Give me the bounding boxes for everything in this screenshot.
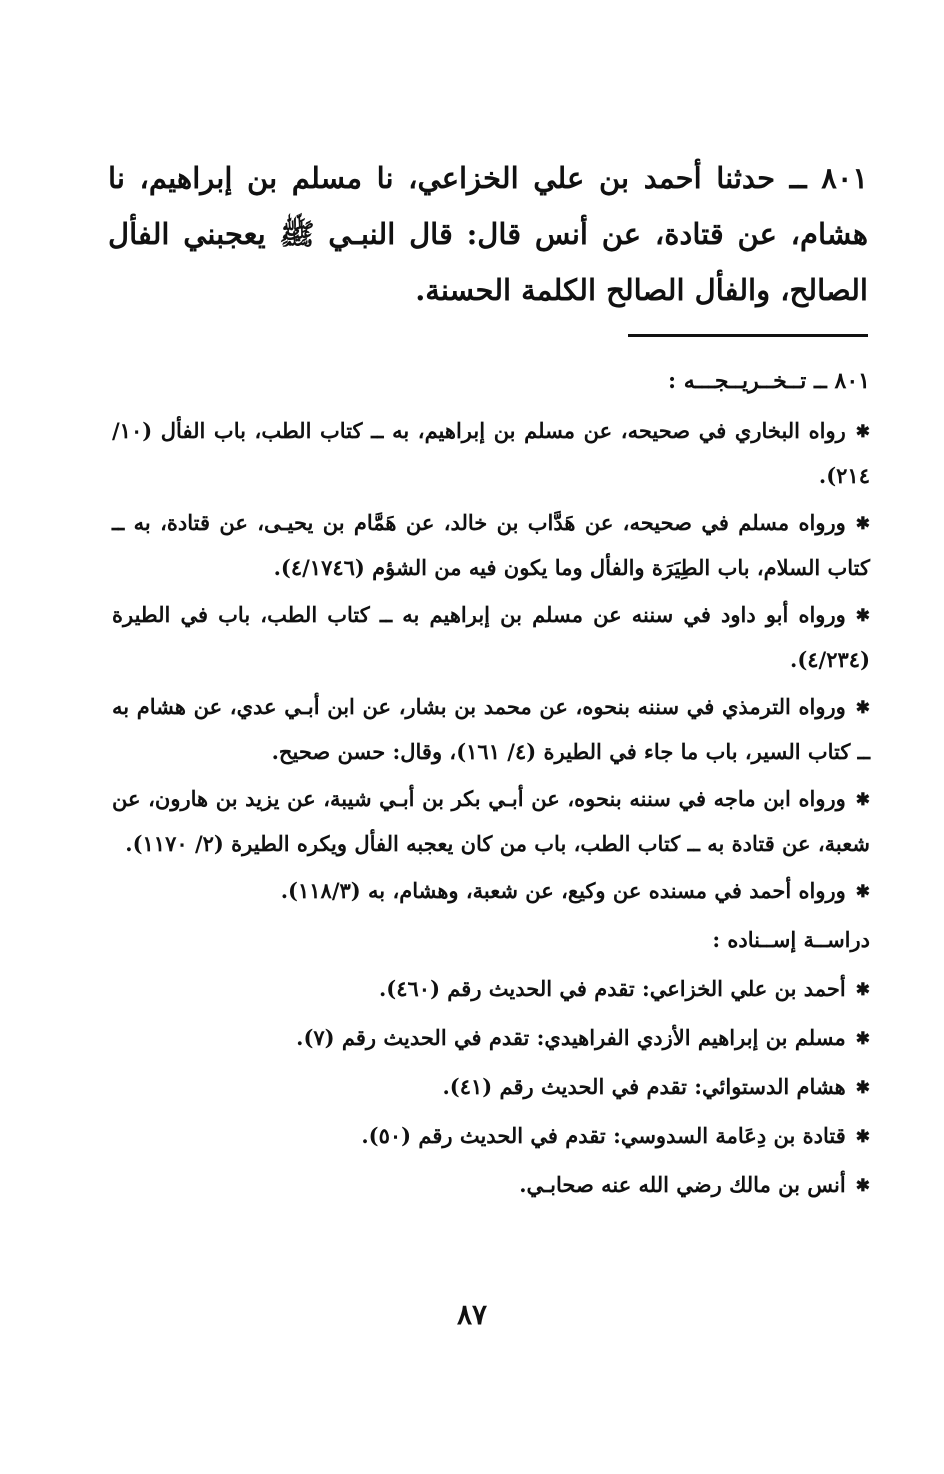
asterisk-bullet-icon: ✱ [855, 1078, 870, 1098]
narrator-item [112, 1016, 870, 1061]
takhrij-item [112, 593, 870, 681]
takhrij-item [112, 685, 870, 773]
narrator-item-text: أحمد بن علي الخزاعي: تقدم في الحديث رقم (٤٦٠). [378, 976, 846, 1001]
takhrij-item-text: ورواه ابن ماجه في سننه بنحوه، عن أبـي بكر بن أبـي شيبة، عن يزيد بن هارون، عن شعبة، عن قتادة به ــ كتاب الطب، باب من كان يعجبه الفأل ويكره الطيرة (٢/ ١١٧٠). [112, 786, 870, 856]
takhrij-item-text: ورواه مسلم في صحيحه، عن هَدَّاب بن خالد، عن هَمَّام بن يحيـى، عن قتادة، به ــ كتاب السلام، باب الطِيَرَة والفأل وما يكون فيه من الشؤم (٤/١٧٤٦). [112, 510, 870, 580]
narrator-item-text: مسلم بن إبراهيم الأزدي الفراهيدي: تقدم في الحديث رقم (٧). [296, 1025, 846, 1050]
asterisk-bullet-icon: ✱ [855, 514, 870, 534]
asterisk-bullet-icon: ✱ [855, 606, 870, 626]
takhrij-item [112, 869, 870, 914]
page-number: ٨٧ [456, 1298, 488, 1331]
narrator-item-text: هشام الدستوائي: تقدم في الحديث رقم (٤١). [442, 1074, 846, 1099]
narrator-item [112, 1163, 870, 1208]
takhrij-item [112, 501, 870, 589]
hadith-text: ٨٠١ ــ حدثنا أحمد بن علي الخزاعي، نا مسلم بن إبراهيم، نا هشام، عن قتادة، عن أنس قال: قال النبـي ﷺ يعجبني الفأل الصالح، والفأل الصالح الكلمة الحسنة. [108, 161, 868, 307]
takhrij-item-text: ورواه أحمد في مسنده عن وكيع، عن شعبة، وهشام، به (١١٨/٣). [280, 878, 846, 903]
narrator-item [112, 967, 870, 1012]
footnotes [112, 360, 870, 1212]
narrator-item [112, 1114, 870, 1159]
footnote-separator [628, 334, 868, 337]
asterisk-bullet-icon: ✱ [855, 698, 870, 718]
asterisk-bullet-icon: ✱ [855, 790, 870, 810]
asterisk-bullet-icon: ✱ [855, 1029, 870, 1049]
narrator-item [112, 1065, 870, 1110]
narrator-item-text: أنس بن مالك رضي الله عنه صحابـي. [519, 1172, 846, 1197]
asterisk-bullet-icon: ✱ [855, 980, 870, 1000]
asterisk-bullet-icon: ✱ [855, 1127, 870, 1147]
takhrij-item [112, 777, 870, 865]
takhrij-item-text: ورواه أبو داود في سننه عن مسلم بن إبراهيم به ــ كتاب الطب، باب في الطيرة (٤/٢٣٤). [112, 602, 870, 672]
takhrij-item [112, 409, 870, 497]
takhrij-item-text: رواه البخاري في صحيحه، عن مسلم بن إبراهيم، به ــ كتاب الطب، باب الفأل (١٠/ ٢١٤). [112, 418, 870, 488]
takhrij-heading: ٨٠١ ــ تــخــريــجـــه : [667, 368, 870, 394]
narrator-item-text: قتادة بن دِعَامة السدوسي: تقدم في الحديث رقم (٥٠). [361, 1123, 846, 1148]
asterisk-bullet-icon: ✱ [855, 422, 870, 442]
dirasa-heading: دراســة إســناده : [712, 927, 870, 952]
takhrij-item-text: ورواه الترمذي في سننه بنحوه، عن محمد بن بشار، عن ابن أبـي عدي، عن هشام به ــ كتاب السير، باب ما جاء في الطيرة (٤/ ١٦١)، وقال: حسن صحيح. [112, 694, 870, 764]
asterisk-bullet-icon: ✱ [855, 882, 870, 902]
asterisk-bullet-icon: ✱ [855, 1176, 870, 1196]
